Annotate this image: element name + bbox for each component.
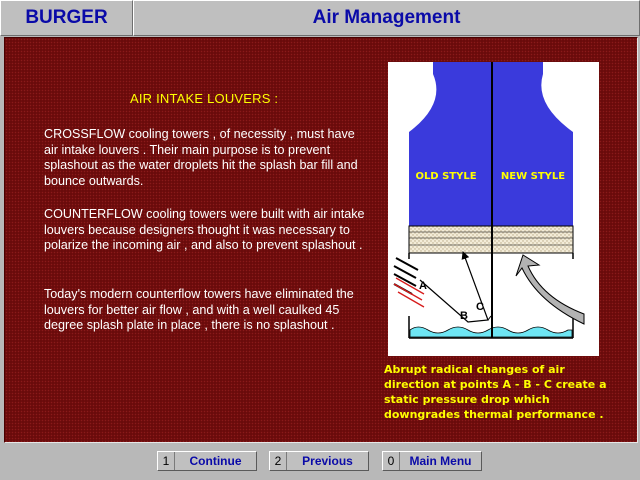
inflow-arrow	[516, 255, 584, 324]
main-menu-button[interactable]	[382, 451, 482, 471]
paragraph-crossflow: CROSSFLOW cooling towers , of necessity , must have air intake louvers . Their main purpose is to prevent splashout as the water droplets hit the splash bar fill and bounce outwards.	[44, 127, 358, 188]
paragraph-counterflow: COUNTERFLOW cooling towers were built with air intake louvers because designers thought it was necessary to polarize the incoming air , and also to prevent splashout .	[44, 207, 365, 252]
old-style-label: OLD STYLE	[415, 171, 477, 182]
louver-diagram	[388, 62, 599, 356]
previous-key: 2	[270, 452, 287, 470]
page-title: Air Management	[133, 0, 640, 36]
continue-label: Continue	[189, 454, 242, 468]
continue-key: 1	[158, 452, 175, 470]
section-heading: AIR INTAKE LOUVERS :	[130, 91, 279, 106]
point-a-label: A	[419, 280, 427, 292]
point-c-label: C	[476, 301, 484, 313]
main-menu-label: Main Menu	[409, 454, 472, 468]
diagram-caption: Abrupt radical changes of air direction at points A - B - C create a static pressure drop which downgrades thermal performance .	[384, 363, 607, 421]
point-b-label: B	[460, 310, 468, 322]
diagram-svg	[388, 62, 599, 356]
continue-button[interactable]	[157, 451, 257, 471]
paragraph-modern: Today's modern counterflow towers have eliminated the louvers for better air flow , and with a well caulked 45 degree splash plate in place , there is no splashout .	[44, 287, 354, 332]
main-menu-key: 0	[383, 452, 400, 470]
new-style-label: NEW STYLE	[500, 171, 566, 182]
previous-label: Previous	[302, 454, 353, 468]
title-bar	[0, 0, 640, 36]
brand-label: BURGER	[0, 0, 133, 36]
previous-button[interactable]	[269, 451, 369, 471]
